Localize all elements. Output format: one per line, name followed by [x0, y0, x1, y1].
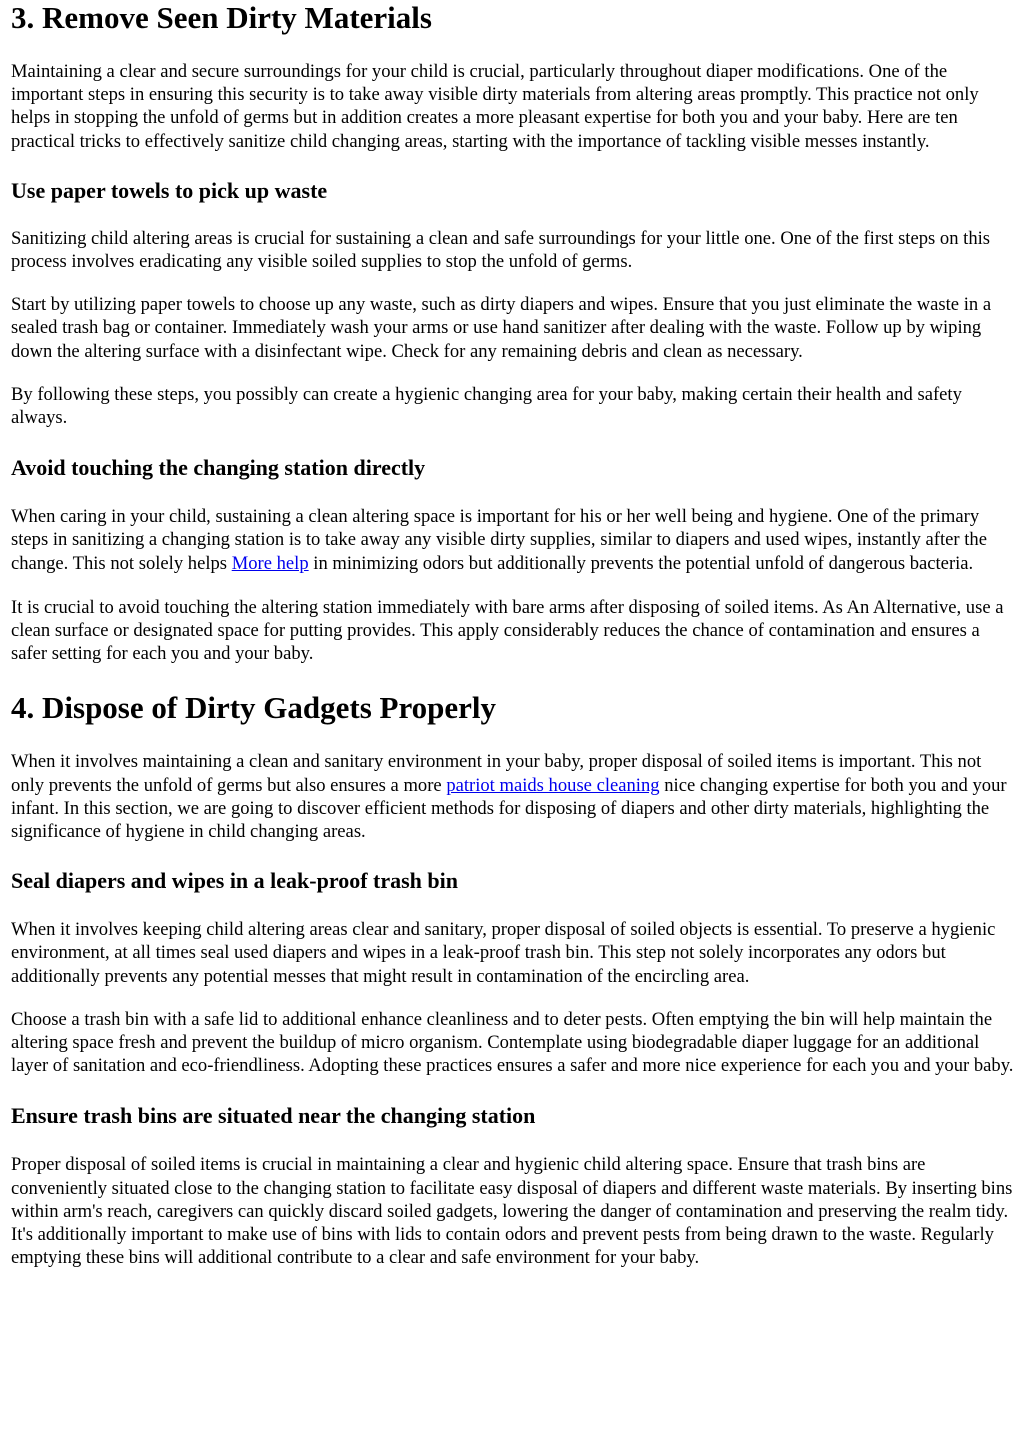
- avoid-touching-subheading: Avoid touching the changing station directly: [11, 455, 426, 481]
- avoid-touching-text-before-link: When caring in your child, sustaining a clean altering space is important for his or her well being and hygiene. One of the primary steps in sanitizing a changing station is to take away any visible dirty supplies, similar to diapers and used wipes, instantly after the change. This not solely helps: [11, 506, 987, 574]
- section-4-intro-text-after-link: nice changing expertise for both you and your infant. In this section, we are going to discover efficient methods for disposing of diapers and other dirty materials, highlighting the significance of hygiene in child changing areas.: [11, 774, 1007, 843]
- avoid-touching-paragraph-1: [11, 505, 1016, 575]
- paper-towels-paragraph-3: By following these steps, you possibly can create a hygienic changing area for your baby, making certain their health and safety always.: [11, 383, 962, 429]
- seal-diapers-subheading: Seal diapers and wipes in a leak-proof trash bin: [11, 868, 459, 894]
- avoid-touching-paragraph-2: It is crucial to avoid touching the altering station immediately with bare arms after disposing of soiled items. As An Alternative, use a clean surface or designated space for putting provides. This apply considerably reduces the chance of contamination and ensures a safer setting for each you and your baby.: [11, 596, 1004, 665]
- avoid-touching-text-after-link: in minimizing odors but additionally prevents the potential unfold of dangerous bacteria.: [308, 552, 974, 574]
- section-3-intro-paragraph: Maintaining a clear and secure surroundings for your child is crucial, particularly throughout diaper modifications. One of the important steps in ensuring this security is to take away visible dirty materials from altering areas promptly. This practice not only helps in stopping the unfold of germs but in addition creates a more pleasant expertise for both you and your baby. Here are ten practical tricks to effectively sanitize child changing areas, starting with the importance of tackling visible messes instantly.: [11, 61, 979, 152]
- section-4-intro-text-before-link: When it involves maintaining a clean and sanitary environment in your baby, proper disposal of soiled items is important. This not only prevents the unfold of germs but also ensures a more: [11, 751, 982, 796]
- patriot-maids-link[interactable]: patriot maids house cleaning: [446, 774, 660, 796]
- more-help-link[interactable]: More help: [231, 552, 309, 574]
- seal-diapers-paragraph-1: When it involves keeping child altering areas clear and sanitary, proper disposal of soiled objects is essential. To preserve a hygienic environment, at all times seal used diapers and wipes in a leak-proof trash bin. This step not solely incorporates any odors but additionally prevents any potential messes that might result in contamination of the encircling area.: [11, 919, 996, 987]
- seal-diapers-paragraph-2: Choose a trash bin with a safe lid to additional enhance cleanliness and to deter pests. Often emptying the bin will help maintain the altering space fresh and prevent the buildup of micro organism. Contemplate using biodegradable diaper luggage for an additional layer of sanitation and eco-friendliness. Adopting these practices ensures a safer and more nice experience for each you and your baby.: [11, 1008, 1014, 1077]
- paper-towels-paragraph-1: Sanitizing child altering areas is crucial for sustaining a clean and safe surroundings for your little one. One of the first steps on this process involves eradicating any visible soiled supplies to stop the unfold of germs.: [11, 227, 991, 273]
- trash-bins-subheading: Ensure trash bins are situated near the changing station: [11, 1103, 536, 1129]
- paper-towels-subheading: Use paper towels to pick up waste: [11, 177, 328, 203]
- section-4-intro-paragraph: [11, 750, 1016, 843]
- section-4-heading: 4. Dispose of Dirty Gadgets Properly: [11, 690, 497, 726]
- paper-towels-paragraph-2: Start by utilizing paper towels to choose up any waste, such as dirty diapers and wipes. Ensure that you just eliminate the waste in a sealed trash bag or container. Immediately wash your arms or use hand sanitizer after dealing with the waste. Follow up by wiping down the altering surface with a disinfectant wipe. Check for any remaining debris and clean as necessary.: [11, 294, 992, 362]
- trash-bins-paragraph-1: Proper disposal of soiled items is crucial in maintaining a clear and hygienic child altering space. Ensure that trash bins are conveniently situated close to the changing station to facilitate easy disposal of diapers and different waste materials. By inserting bins within arm's reach, caregivers can quickly discard soiled gadgets, lowering the danger of contamination and preserving the realm tidy. It's additionally important to make use of bins with lids to contain odors and prevent pests from being drawn to the waste. Regularly emptying these bins will additional contribute to a clear and safe environment for your baby.: [11, 1154, 1013, 1269]
- section-3-heading: 3. Remove Seen Dirty Materials: [11, 0, 432, 35]
